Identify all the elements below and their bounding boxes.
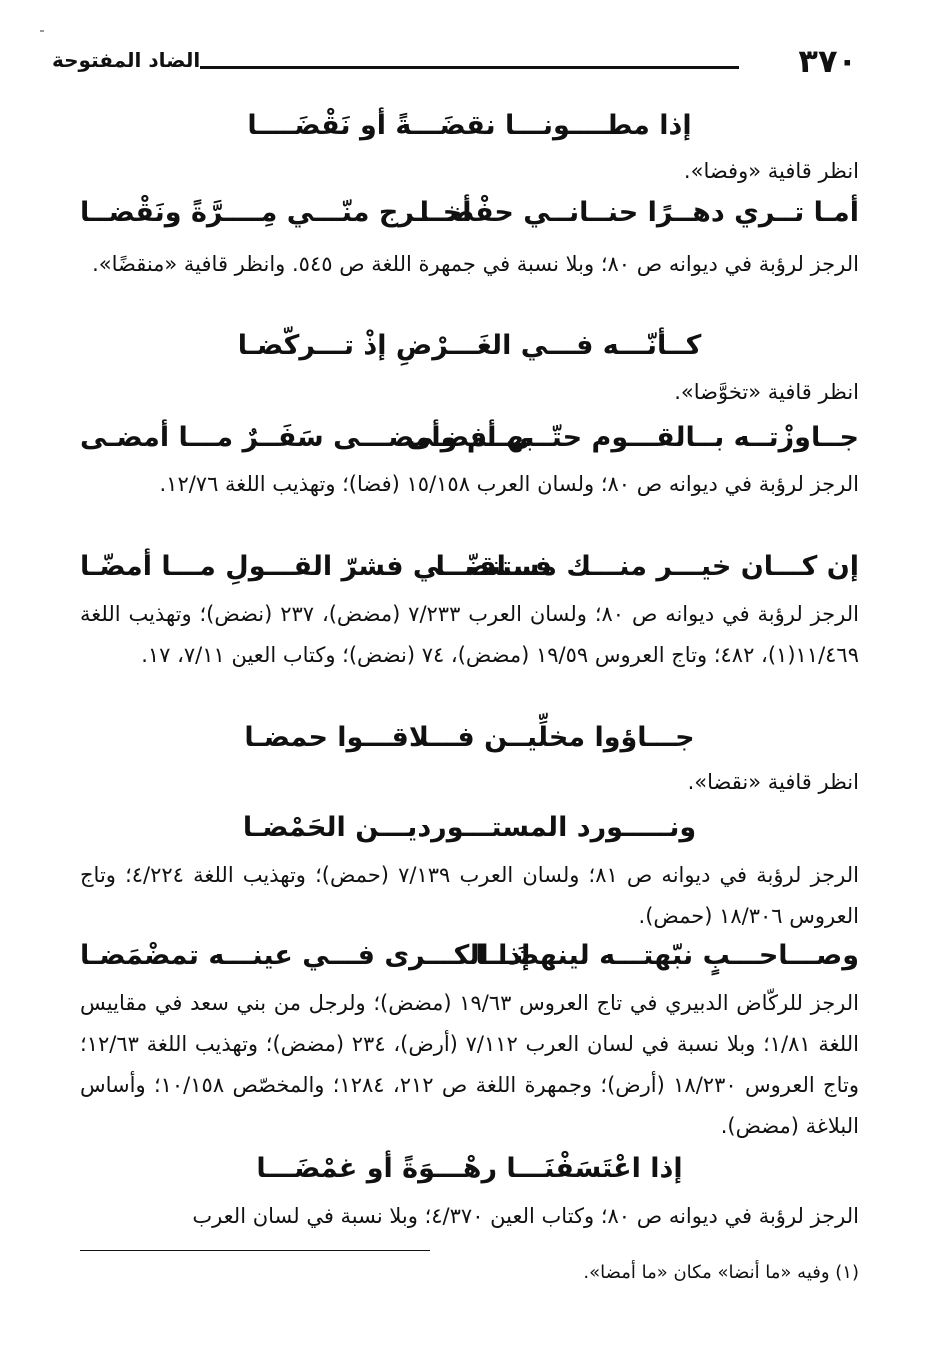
page-header (52, 40, 857, 80)
source-note: الرجز لرؤبة في ديوانه ص ٨٠؛ وكتاب العين ٤/٣٧٠؛ وبلا نسبة في لسان العرب (192, 1204, 859, 1228)
running-title: الضاد المفتوحة (52, 48, 201, 72)
source-note: الرجز لرؤبة في ديوانه ص ٨٠؛ ولسان العرب ١٥/١٥٨ (فضا)؛ وتهذيب اللغة ١٢/٧٦. (159, 472, 859, 496)
verse-first-hemistich: إن كـــان خيـــر منـــك مستنضّــا (435, 551, 859, 582)
source-note: الرجز لرؤبة في ديوانه ص ٨١؛ ولسان العرب ٧/١٣٩ (حمض)؛ وتهذيب اللغة ٤/٢٢٤؛ وتاج العروس ١٨/٣٠٦ (حمض). (80, 863, 859, 928)
verse-couplet (80, 551, 859, 591)
footnote-rule (80, 1250, 430, 1251)
verse-second-hemistich: أخـــرج منّـــي مِــــرَّةً ونَقْضــا (80, 197, 472, 228)
verse-couplet (80, 940, 859, 980)
cross-reference: انظر قافية «نقضا». (687, 770, 859, 794)
verse-second-hemistich: بهــم وأمضـــى سَفَــرٌ مـــا أمضـى (80, 422, 535, 453)
verse-couplet (80, 422, 859, 462)
verse-first-hemistich: جــاوزْتــه بــالقـــوم حتّــى أفضـى (406, 422, 859, 453)
verse-first-hemistich: وصـــاحـــبٍ نبّهتـــه لينهضَـــا (475, 940, 859, 971)
verse-second-hemistich: فـــاقنـــي فشرّ القـــولِ مـــا أمضّـا (80, 551, 553, 582)
footnote: (١) وفيه «ما أنضا» مكان «ما أمضا». (583, 1262, 859, 1283)
verse-line: كــأنّـــه فـــي الغَـــرْضِ إذْ تـــركّضـا (237, 330, 702, 361)
cross-reference: انظر قافية «تخوَّضا». (674, 380, 859, 404)
source-note: الرجز لرؤبة في ديوانه ص ٨٠؛ وبلا نسبة في جمهرة اللغة ص ٥٤٥. وانظر قافية «منقضًا». (92, 252, 859, 276)
verse-line: إذا اعْتَسَفْنَـــا رهْـــوَةً أو غمْضَـــا (256, 1153, 683, 1184)
scan-speck (40, 30, 44, 32)
verse-line: ونـــــورد المستـــورديـــن الحَمْضـا (242, 812, 697, 843)
source-note: الرجز للركّاض الدبيري في تاج العروس ١٩/٦٣ (مضض)؛ ولرجل من بني سعد في مقاييس اللغة ١/٨١؛ وبلا نسبة في لسان العرب ٧/١١٢ (أرض)، ٢٣٤ (مضض)؛ وتهذيب اللغة ١٢/٦٣؛ وتاج العروس ١٨/٢٣٠ (أرض)؛ وجمهرة اللغة ص ٢١٢، ١٢٨٤؛ والمخصّص ١٠/١٥٨؛ وأساس البلاغة (مضض). (80, 991, 859, 1138)
header-rule (200, 66, 739, 69)
verse-first-hemistich: أمـا تــري دهــرًا حنــانــي حفْضــا (419, 197, 859, 228)
verse-line: إذا مطــــونـــا نقضَـــةً أو نَقْضَــــا (247, 110, 692, 141)
cross-reference: انظر قافية «وفضا». (683, 159, 859, 183)
verse-line: جـــاؤوا مخلِّيــن فـــلاقـــوا حمضـا (244, 722, 695, 753)
verse-couplet (80, 197, 859, 237)
source-note: الرجز لرؤبة في ديوانه ص ٨٠؛ ولسان العرب ٧/٢٣٣ (مضض)، ٢٣٧ (نضض)؛ وتهذيب اللغة ١١/٤٦٩(١)، ٤٨٢؛ وتاج العروس ١٩/٥٩ (مضض)، ٧٤ (نضض)؛ وكتاب العين ٧/١١، ١٧. (80, 602, 859, 667)
verse-second-hemistich: إذا الكـــرى فـــي عينـــه تمضْمَضـا (80, 940, 531, 971)
page-number: ٣٧٠ (798, 42, 857, 80)
